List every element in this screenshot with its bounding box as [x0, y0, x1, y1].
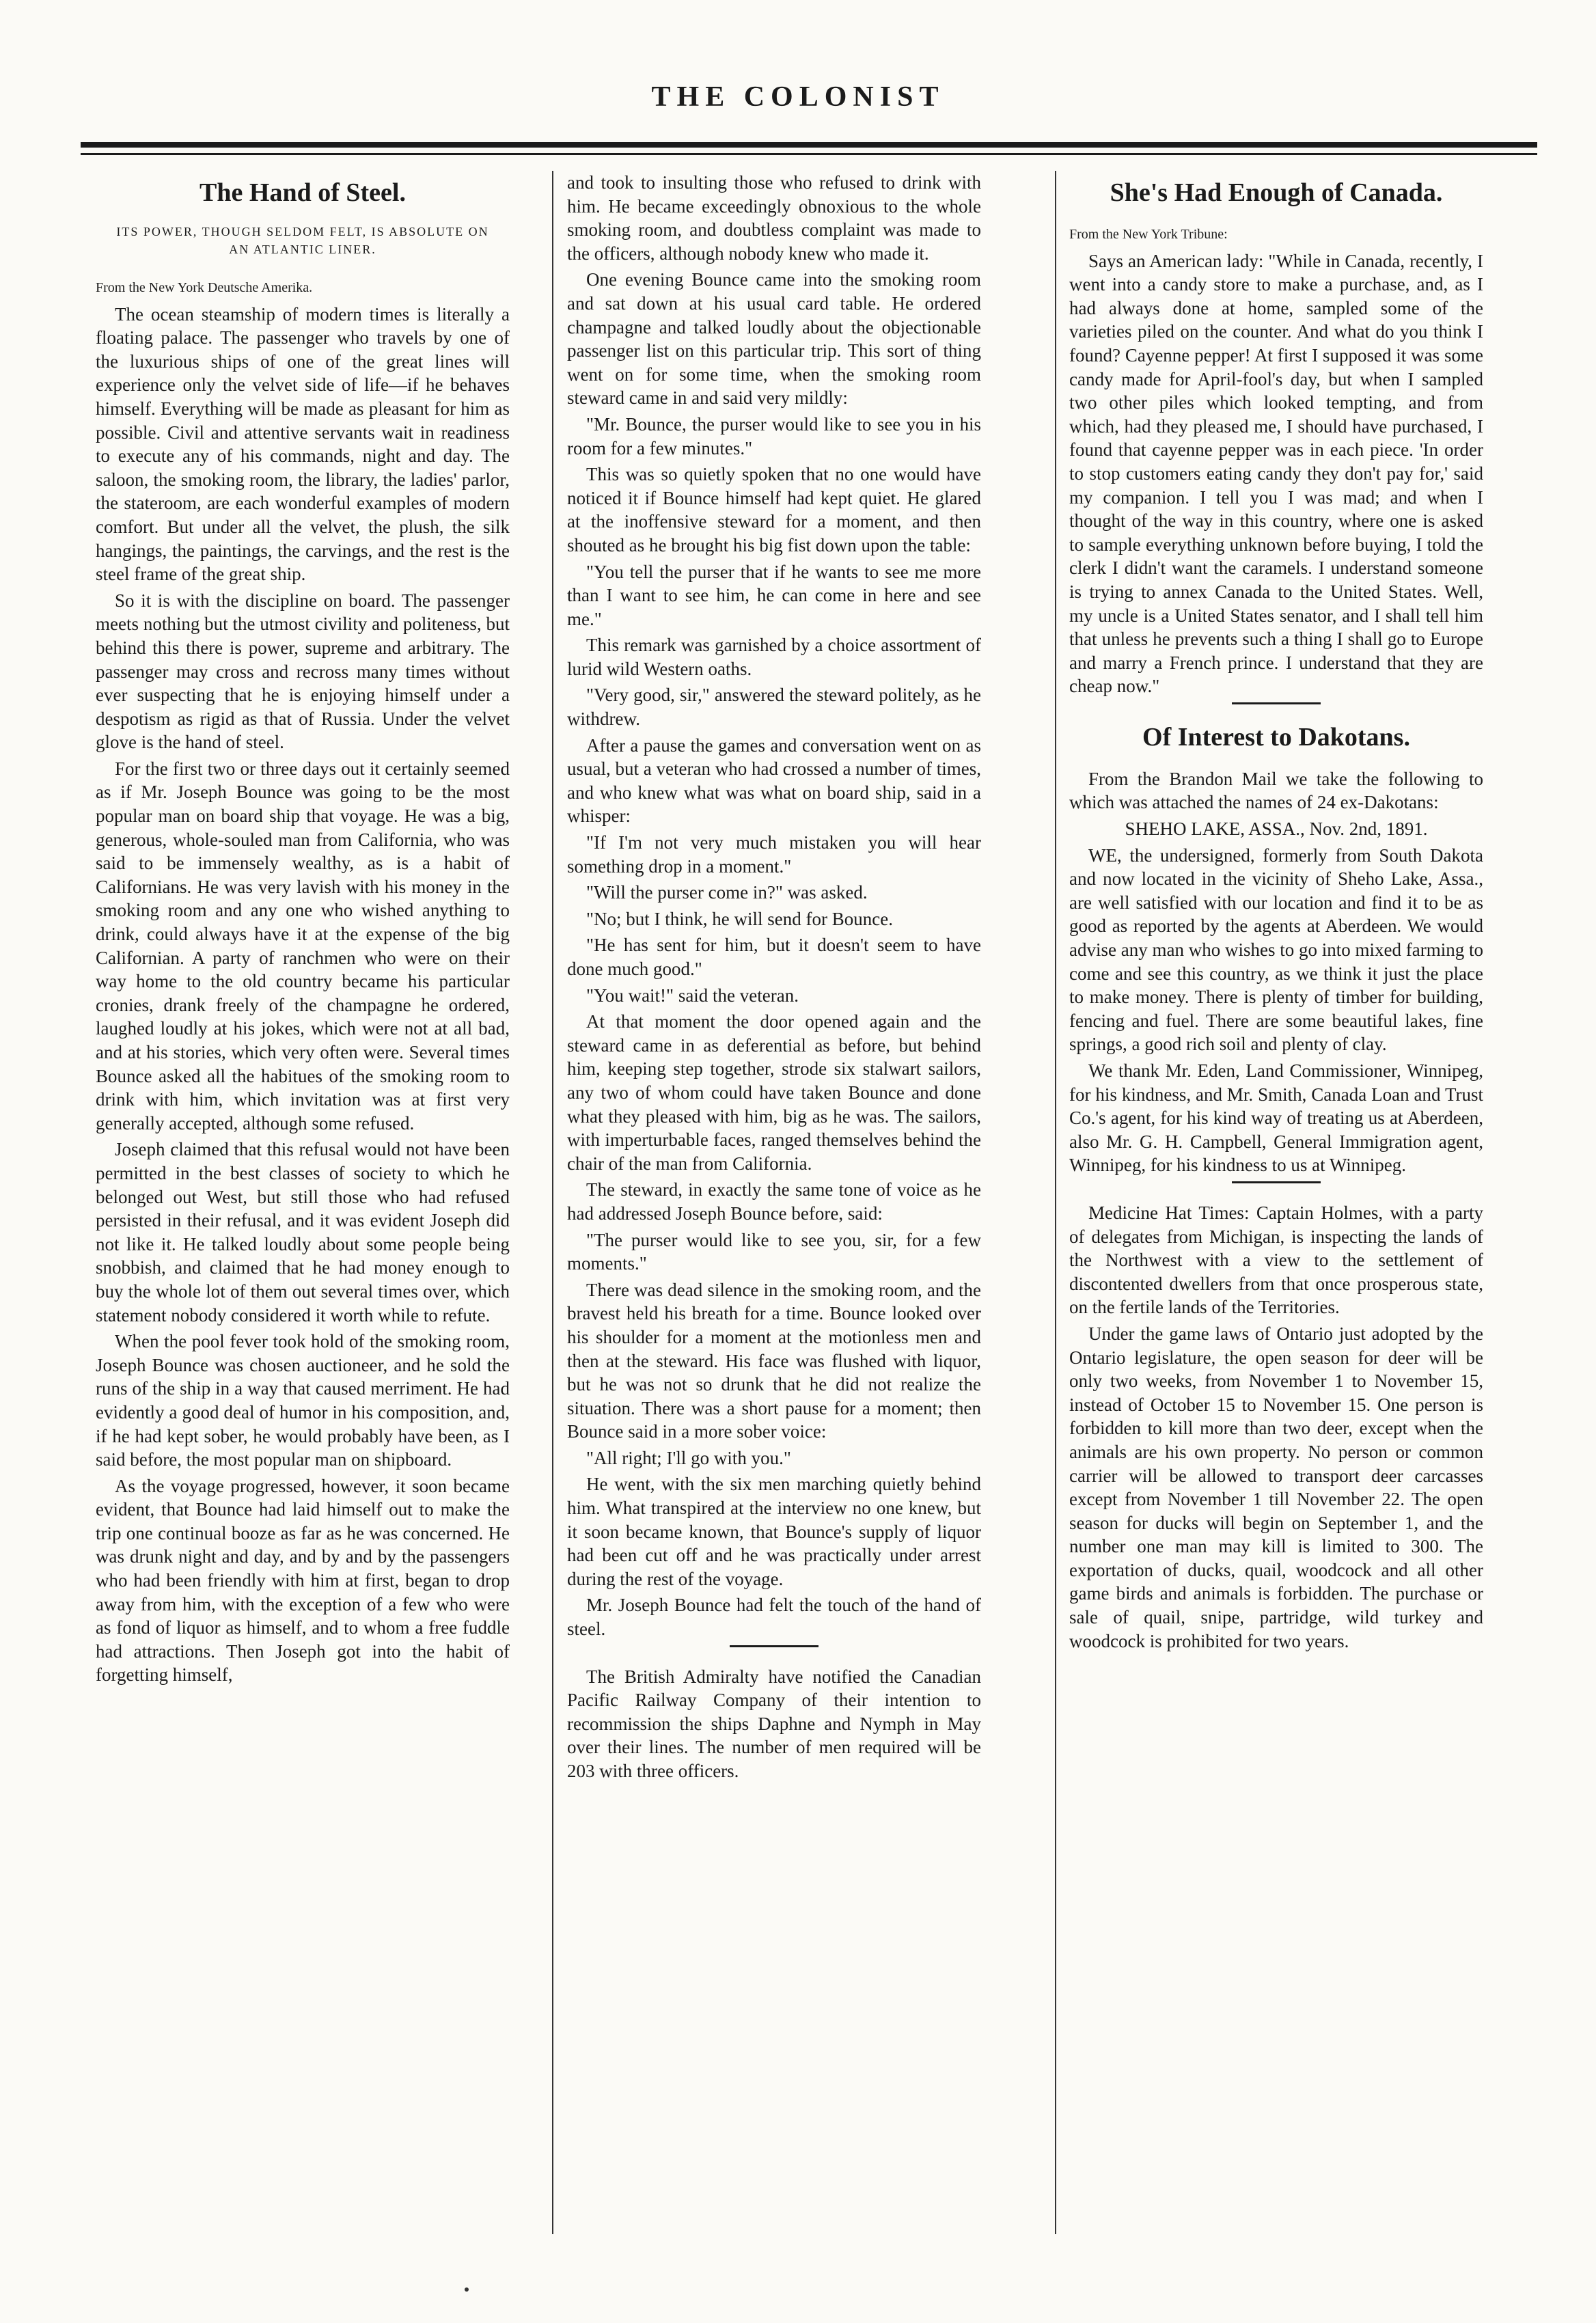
section-separator — [1232, 1181, 1321, 1183]
column-divider — [552, 171, 553, 2234]
paragraph: Says an American lady: "While in Canada, recently, I went into a candy store to make a purchase, and, as I had always done at home, sampled some of the varieties piled on the counter. And what do you think I found? Cayenne pepper! At first I supposed it was some candy made for April-fool's day, but when I sampled two other piles which looked tempting, and from which, had they pleased me, I should have purchased, I found that cayenne pepper was in each piece. 'In order to stop customers eating candy they don't pay for,' said my companion. I tell you I was mad; and when I thought of the way in this country, where one is asked to sample everything unknown before buying, I told the clerk I didn't want the caramels. I understand someone is trying to annex Canada to the United States. Well, my uncle is a United States senator, and I shall tell him that unless he prevents such a thing I shall go to Europe and marry a French prince. I understand that they are cheap now." — [1069, 250, 1483, 697]
article-source: From the New York Tribune: — [1069, 227, 1228, 242]
paragraph: "He has sent for him, but it doesn't seem to have done much good." — [567, 935, 981, 979]
section-separator — [730, 1645, 818, 1647]
paragraph: After a pause the games and conversation went on as usual, but a veteran who had crossed a number of times, and who knew what was what on board ship, said in a whisper: — [567, 734, 981, 827]
paragraph: "Mr. Bounce, the purser would like to see you in his room for a few minutes." — [567, 413, 981, 458]
paragraph: The ocean steamship of modern times is literally a floating palace. The passenger who travels by one of the luxurious ships of one of the great lines will experience only the velvet side of life—if he behaves himself. Everything will be made as pleasant for him as possible. Civil and attentive servants wait in readiness to execute any of his commands, night and day. The saloon, the smoking room, the library, the ladies' parlor, the stateroom, are each wonderful examples of modern comfort. But under all the velvet, the plush, the silk hangings, the paintings, the carvings, and the rest is the steel frame of the great ship. — [96, 303, 510, 585]
paragraph: WE, the undersigned, formerly from South Dakota and now located in the vicinity of Sheho Lake, Assa., are well satisfied with our location and find it to be as good as reported by the agents at Aberdeen. We would advise any man who wishes to go into mixed farming to come and see this country, as we think it just the place to make money. There is plenty of timber for building, fencing and fuel. There are some beautiful lakes, fine springs, a good rich soil and plenty of clay. — [1069, 844, 1483, 1055]
paragraph: He went, with the six men marching quietly behind him. What transpired at the interview no one knew, but it soon became known, that Bounce's supply of liquor had been cut off and he was practically under arrest during the rest of the voyage. — [567, 1474, 981, 1589]
column-3 — [1069, 171, 1483, 2241]
paragraph: We thank Mr. Eden, Land Commissioner, Winnipeg, for his kindness, and Mr. Smith, Canada Loan and Trust Co.'s agent, for his kind way of treating us at Aberdeen, also Mr. G. H. Campbell, General Immigration agent, Winnipeg, for his kindness to us at Winnipeg. — [1069, 1060, 1483, 1176]
paragraph: "You tell the purser that if he wants to see me more than I want to see him, he can come in here and see me." — [567, 561, 981, 629]
paragraph: Joseph claimed that this refusal would not have been permitted in the best classes of society to which he belonged out West, but still those who had refused persisted in their refusal, and it was evident Joseph did not like it. He talked loudly about some people being snobbish, and claimed that he had money enough to buy the whole lot of them out several times over, which statement nobody considered it worth while to refute. — [96, 1139, 510, 1325]
admiralty-notice: The British Admiralty have notified the Canadian Pacific Railway Company of their intention to recommission the ships Daphne and Nymph in May over their lines. The number of men required will be 203 with three officers. — [567, 1666, 981, 1781]
masthead-rule-thick — [81, 142, 1537, 148]
column-2 — [567, 171, 981, 2241]
paragraph: This remark was garnished by a choice assortment of lurid wild Western oaths. — [567, 635, 981, 679]
section-separator — [1232, 702, 1321, 704]
masthead: THE COLONIST — [651, 81, 945, 113]
paragraph: When the pool fever took hold of the smoking room, Joseph Bounce was chosen auctioneer, and he sold the runs of the ship in a way that caused merriment. He had evidently a good deal of humor in his composition, and, if he had kept sober, he would probably have been, as I said before, the most popular man on shipboard. — [96, 1331, 510, 1470]
article-title-dakotans: Of Interest to Dakotans. — [1142, 722, 1410, 752]
paragraph: One evening Bounce came into the smoking room and sat down at his usual card table. He ordered champagne and talked loudly about the objectionable passenger list on this particular trip. This sort of thing went on for some time, when the smoking room steward came in and said very mildly: — [567, 269, 981, 409]
masthead-rule-thin — [81, 153, 1537, 155]
column-1 — [96, 171, 510, 2241]
paragraph: "If I'm not very much mistaken you will hear something drop in a moment." — [567, 832, 981, 877]
paragraph: "You wait!" said the veteran. — [586, 985, 799, 1006]
paragraph: "The purser would like to see you, sir, for a few moments." — [567, 1229, 981, 1274]
paragraph: "No; but I think, he will send for Bounce. — [586, 908, 893, 929]
article-source: From the New York Deutsche Amerika. — [96, 280, 313, 295]
article-title-canada: She's Had Enough of Canada. — [1110, 178, 1443, 207]
paragraph: For the first two or three days out it certainly seemed as if Mr. Joseph Bounce was going to be the most popular man on board ship that voyage. He was a big, generous, whole-souled man from California, who was said to be immensely wealthy, as is a habit of Californians. He was very lavish with his money in the smoking room and any one who wished anything to drink, could always have it at the expense of the big Californian. A party of ranchmen who were on their way home to the old country became his particular cronies, drank freely of the champagne he ordered, laughed loudly at his jokes, which were not at all bad, and at his stories, which very often were. Several times Bounce asked all the habitues of the smoking room to drink with him, which invitation was at first very generally accepted, although some refused. — [96, 758, 510, 1133]
paragraph: This was so quietly spoken that no one would have noticed it if Bounce himself had kept quiet. He glared at the inoffensive steward for a moment, and then shouted as he brought his big fist down upon the table: — [567, 464, 981, 555]
paragraph: The steward, in exactly the same tone of voice as he had addressed Joseph Bounce before, said: — [567, 1179, 981, 1224]
paragraph: As the voyage progressed, however, it soon became evident, that Bounce had laid himself out to make the trip one continual booze as far as he was concerned. He was drunk night and day, and by and by the passengers who had been friendly with him at first, began to drop away from him, with the exception of a few who were as fond of liquor as himself, and to whom a free fuddle had attractions. Then Joseph got into the habit of forgetting himself, — [96, 1475, 510, 1686]
dateline: SHEHO LAKE, ASSA., Nov. 2nd, 1891. — [1125, 819, 1428, 840]
paragraph: Under the game laws of Ontario just adopted by the Ontario legislature, the open season for deer will be only two weeks, from November 1 to November 15, instead of October 15 to November 15. One person is forbidden to kill more than two deer, except when the animals are his own property. No person or common carrier will be allowed to transport deer carcasses except from November 1 till November 22. The open season for ducks will begin on September 1, and the number one man may kill is limited to 300. The exportation of ducks, quail, woodcock and all other game birds and animals is forbidden. The purchase or sale of quail, snipe, partridge, wild turkey and woodcock is prohibited for two years. — [1069, 1323, 1483, 1651]
paragraph: There was dead silence in the smoking room, and the bravest held his breath for a time. Bounce looked over his shoulder for a moment at the motionless men and then at the steward. His face was flushed with liquor, but he was not so drunk that he did not realize the situation. There was a short pause for a moment; then Bounce said in a more sober voice: — [567, 1279, 981, 1442]
article-subtitle: ITS POWER, THOUGH SELDOM FELT, IS ABSOLUTE ON AN ATLANTIC LINER. — [116, 225, 489, 256]
paragraph: "Very good, sir," answered the steward politely, as he withdrew. — [567, 685, 981, 730]
paragraph: "Will the purser come in?" was asked. — [586, 882, 868, 903]
paragraph: So it is with the discipline on board. The passenger meets nothing but the utmost civility and politeness, but behind this there is power, supreme and arbitrary. The passenger may cross and recross many times without ever suspecting that he is enjoying himself under a despotism as rigid as that of Russia. Under the velvet glove is the hand of steel. — [96, 590, 510, 753]
article-title-hand-of-steel: The Hand of Steel. — [200, 178, 406, 207]
paragraph: From the Brandon Mail we take the following to which was attached the names of 24 ex-Dakotans: — [1069, 768, 1483, 813]
paragraph: Medicine Hat Times: Captain Holmes, with a party of delegates from Michigan, is inspecting the lands of the Northwest with a view to the settlement of discontented dwellers from that once prosperous state, on the fertile lands of the Territories. — [1069, 1202, 1483, 1318]
ink-dot — [465, 2287, 469, 2292]
column-divider — [1055, 171, 1056, 2234]
paragraph: "All right; I'll go with you." — [586, 1447, 791, 1468]
paragraph: Mr. Joseph Bounce had felt the touch of the hand of steel. — [567, 1595, 981, 1640]
paragraph: At that moment the door opened again and the steward came in as deferential as before, but behind him, keeping step together, strode six stalwart sailors, any two of whom could have taken Bounce and done what they pleased with him, big as he was. The sailors, with imperturbable faces, ranged themselves behind the chair of the man from California. — [567, 1011, 981, 1174]
paragraph: and took to insulting those who refused to drink with him. He became exceedingly obnoxious to the whole smoking room, and doubtless complaint was made to the officers, although nobody knew who made it. — [567, 172, 981, 264]
